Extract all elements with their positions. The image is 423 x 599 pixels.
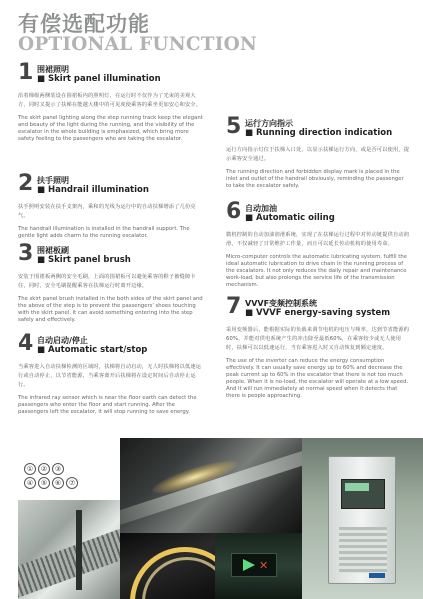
section-text-en: The infrared ray sensor which is near the floor earth can detect the passengers who enter the floor and start running. After the passengers left the escalator, it will stop running to save energy.: [18, 395, 197, 415]
section-heading-cn: 自动启动/停止: [37, 336, 88, 345]
section-text-cn: 微机控制的自动加油润滑系统，实现了在扶梯运行过程中对传动链提供自动润滑，不仅减轻了日常维护工作量，而且可以延长传动机构的使用寿命。: [226, 232, 410, 247]
section-heading-en: ■ Automatic oiling: [245, 213, 335, 223]
page-title-cn: 有偿选配功能: [18, 11, 150, 36]
section-heading-en: ■ Running direction indication: [245, 128, 393, 138]
section-text-cn: 运行方向指示灯位于扶梯入口处，以显示扶梯运行方向，或是否可以使用，提示乘客安全通过。: [226, 147, 410, 162]
section-text-cn: 当乘客进入自动扶梯检测的区域时，扶梯将自动启动，无人时扶梯将以低速运行或自动停止，以节省能源，当乘客离开后扶梯将在设定时间后自动停止运行。: [18, 364, 202, 388]
section-heading-cn: 围裙板刷: [37, 246, 69, 255]
photo-index-4: ④: [24, 477, 36, 489]
section-heading-cn: VVVF变频控制系统: [245, 299, 318, 308]
photo-index-1: ①: [24, 463, 36, 475]
section-running-direction: [226, 114, 410, 190]
photo-vvvf-inverter: [302, 438, 423, 599]
section-skirt-illumination: [18, 60, 204, 143]
photo-index-5: ⑤: [38, 477, 50, 489]
section-text-cn: 安装于围裙板两侧的安全毛刷，上面的围裙板可以避免乘客的鞋子被缝隙卡住，同时，安全毛刷提醒乘客在扶梯运行时离开边缘。: [18, 274, 196, 289]
section-number: 2: [18, 171, 34, 196]
section-text-en: Micro-computer controls the automatic lubricating system, fulfill the ideal automatic lubrication to drive chain in the running process of the escalators. It not only reduces the daily repair and maintenance work-load, but also prolongs the service life of the transmission mechanism.: [226, 254, 407, 288]
section-heading-cn: 扶手照明: [37, 176, 69, 185]
section-heading-en: ■ Handrail illumination: [37, 185, 149, 195]
section-heading-en: ■ Skirt panel brush: [37, 255, 131, 265]
section-handrail-illumination: [18, 171, 204, 240]
section-heading-cn: 运行方向指示: [245, 119, 293, 128]
section-text-en: The running direction and forbidden display mark is placed in the inlet and outlet of the handrail obviously, reminding the passenger to take the escalator safely.: [226, 169, 404, 189]
photo-skirt-illumination: [120, 438, 302, 533]
section-heading-cn: 围裙照明: [37, 65, 69, 74]
section-text-cn: 扶手照明安装在扶手支架内，乘和的光线为运行中的自动扶梯增添了几份亮气。: [18, 204, 196, 219]
section-number: 1: [18, 60, 34, 85]
section-heading-en: ■ Automatic start/stop: [37, 345, 148, 355]
photo-index-6: ⑥: [52, 477, 64, 489]
section-text-cn: 沿着梯级两侧装设在围裙板内的照明灯，在运行时不仅作为了光束的美观大方，同时又提示了扶梯在能越大楼中的可见度使乘客的乘坐更加安心和安全。: [18, 93, 202, 108]
section-text-en: The use of the inverter can reduce the energy consumption effectively. It can usually save energy up to 60% and decrease the peak current up to 60% in the escalator that there is not too much people. When it is no-load, the escalator will operate at a low speed. And it will run immediately at normal speed when it detects that there is people approaching.: [226, 358, 409, 399]
photo-skirt-brush: [18, 500, 120, 599]
section-skirt-brush: [18, 241, 204, 324]
section-heading-cn: 自动加油: [245, 204, 277, 213]
section-auto-start-stop: [18, 331, 204, 416]
section-text-en: The skirt panel lighting along the step running track keep the elegant and beauty of the light during the running, and the visibility of the escalator in the whole building is emphasized, which bring more safety feeling to the passengers who are taking the escalator.: [18, 115, 203, 142]
photo-direction-indicator: ✕: [215, 533, 302, 599]
section-number: 7: [226, 294, 242, 319]
section-heading-en: ■ Skirt panel illumination: [37, 74, 161, 84]
section-text-en: The handrail illumination is installed in the handrail support. The gentle light adds charm to the running escalator.: [18, 226, 190, 239]
photo-index-2: ②: [38, 463, 50, 475]
section-text-en: The skirt panel brush installed in the both sides of the skirt panel and the above of the step is to prevent the passengers' shoes touching with the skirt panel. It can avoid something entering into the step safely and effectively.: [18, 296, 203, 323]
section-text-cn: 采用变频器后，能根据实际的负载来调节电机的电压与频率，达到节省能源约60%，并能对供电系统产生的冲击降至最低60%，在乘客较少或无人使用时，扶梯可以以低速运行，当有乘客进入时又自动恢复到额定速度。: [226, 327, 410, 351]
section-number: 6: [226, 199, 242, 224]
section-number: 5: [226, 114, 242, 139]
section-number: 3: [18, 241, 34, 266]
section-number: 4: [18, 331, 34, 356]
photo-handrail-illumination: [120, 533, 215, 599]
photo-index: [24, 463, 114, 490]
section-heading-en: ■ VVVF energy-saving system: [245, 308, 391, 318]
section-vvvf: [226, 294, 410, 400]
page-title-en: OPTIONAL FUNCTION: [18, 34, 258, 55]
section-automatic-oiling: [226, 199, 410, 289]
photo-index-7: ⑦: [66, 477, 78, 489]
photo-index-3: ③: [52, 463, 64, 475]
